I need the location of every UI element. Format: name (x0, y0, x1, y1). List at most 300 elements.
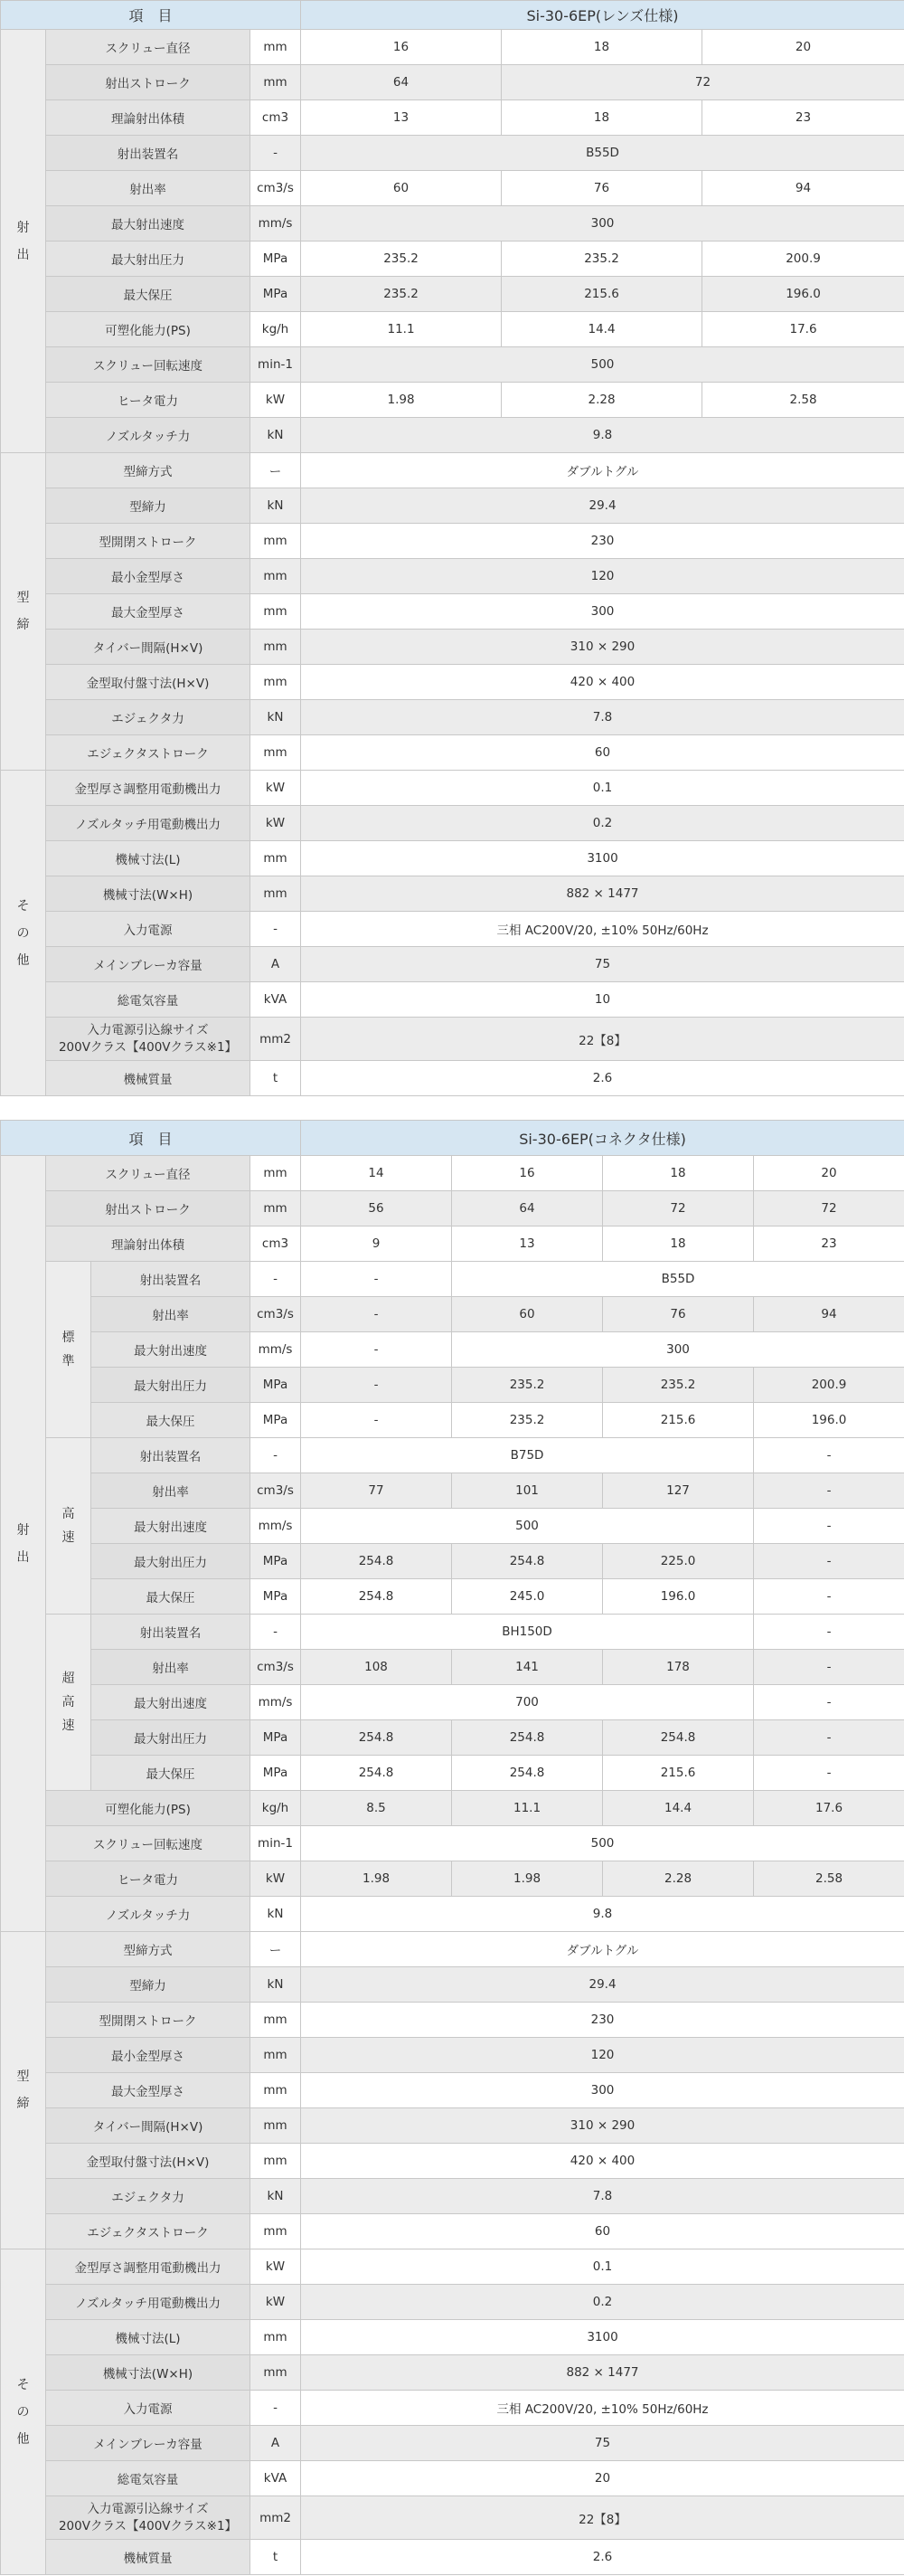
group-label-injection: 射出 (1, 1156, 46, 1932)
row-unit: - (250, 2391, 301, 2426)
row-unit: mm (250, 841, 301, 876)
row-unit: kN (250, 488, 301, 524)
row-unit: mm (250, 1191, 301, 1226)
row-value: 215.6 (502, 277, 702, 312)
row-value: 196.0 (754, 1403, 904, 1438)
row-label: 最大金型厚さ (46, 2073, 250, 2108)
row-label: 機械質量 (46, 2540, 250, 2575)
row-value: 235.2 (301, 277, 502, 312)
group-label-clamping: 型締 (1, 1932, 46, 2249)
row-unit: mm (250, 2073, 301, 2108)
row-unit: MPa (250, 1544, 301, 1579)
row-unit: min-1 (250, 347, 301, 383)
group-label-other: その他 (1, 771, 46, 1096)
row-unit: A (250, 2426, 301, 2461)
table-row (1, 1932, 904, 1967)
table-row (1, 665, 904, 700)
row-value: 9.8 (301, 1897, 904, 1932)
row-label: 最大射出圧力 (46, 242, 250, 277)
row-unit: mm (250, 65, 301, 100)
row-value: 三相 AC200V/20, ±10% 50Hz/60Hz (301, 912, 904, 947)
row-value: 60 (301, 735, 904, 771)
row-label: 金型取付盤寸法(H×V) (46, 665, 250, 700)
row-unit: kVA (250, 2461, 301, 2496)
header-item: 項 目 (1, 1121, 301, 1156)
row-unit: cm3 (250, 100, 301, 136)
table-row (1, 947, 904, 982)
row-label-line1: 入力電源引込線サイズ (87, 2501, 209, 2516)
row-unit: mm (250, 2038, 301, 2073)
row-label: 最大射出速度 (91, 1685, 250, 1720)
row-value: - (754, 1756, 904, 1791)
row-unit: mm2 (250, 2496, 301, 2540)
row-label: 最大射出圧力 (91, 1720, 250, 1756)
row-value: 10 (301, 982, 904, 1018)
table-row (1, 771, 904, 806)
row-value: 60 (301, 2214, 904, 2249)
row-unit: cm3/s (250, 1297, 301, 1332)
row-value: 三相 AC200V/20, ±10% 50Hz/60Hz (301, 2391, 904, 2426)
table-row (1, 2249, 904, 2285)
row-label: 最大射出圧力 (91, 1368, 250, 1403)
table-row (1, 1297, 904, 1332)
row-value: 230 (301, 524, 904, 559)
row-value: 60 (301, 171, 502, 206)
row-value: 20 (702, 30, 904, 65)
row-value: 2.58 (754, 1861, 904, 1897)
row-label: メインブレーカ容量 (46, 2426, 250, 2461)
row-unit: mm (250, 735, 301, 771)
row-value: 310 × 290 (301, 630, 904, 665)
table-row (1, 418, 904, 453)
row-value: 254.8 (452, 1720, 603, 1756)
row-value: 254.8 (301, 1544, 452, 1579)
table-row (1, 1226, 904, 1262)
row-unit: - (250, 1262, 301, 1297)
table-row (1, 594, 904, 630)
table-header-row (1, 1, 904, 30)
row-unit: A (250, 947, 301, 982)
table-row (1, 2144, 904, 2179)
row-label: 射出ストローク (46, 1191, 250, 1226)
row-value: - (754, 1544, 904, 1579)
row-unit: mm2 (250, 1018, 301, 1061)
row-unit: cm3/s (250, 171, 301, 206)
row-value: 254.8 (603, 1720, 754, 1756)
row-label-line1: 入力電源引込線サイズ (87, 1022, 209, 1037)
row-value: 94 (702, 171, 904, 206)
table-row (1, 735, 904, 771)
subgroup-label-standard: 標準 (46, 1262, 91, 1438)
row-label: 射出率 (91, 1650, 250, 1685)
row-value: 1.98 (301, 383, 502, 418)
row-label: エジェクタ力 (46, 2179, 250, 2214)
row-unit: MPa (250, 277, 301, 312)
row-unit: MPa (250, 1756, 301, 1791)
row-label: 型締方式 (46, 1932, 250, 1967)
group-label-clamping: 型締 (1, 453, 46, 771)
row-value: 120 (301, 2038, 904, 2073)
row-label: 最大保圧 (91, 1579, 250, 1615)
row-value: 16 (301, 30, 502, 65)
row-unit: kW (250, 383, 301, 418)
row-value: 1.98 (301, 1861, 452, 1897)
row-value: 196.0 (702, 277, 904, 312)
row-label: 最大射出速度 (46, 206, 250, 242)
row-label: 金型厚さ調整用電動機出力 (46, 771, 250, 806)
table-header-row (1, 1121, 904, 1156)
table-row (1, 2461, 904, 2496)
table-row (1, 136, 904, 171)
row-value: 235.2 (452, 1368, 603, 1403)
row-value: 18 (502, 30, 702, 65)
row-unit: mm (250, 2003, 301, 2038)
row-unit: mm/s (250, 1332, 301, 1368)
row-unit: t (250, 2540, 301, 2575)
row-value: 882 × 1477 (301, 2355, 904, 2391)
table-row (1, 559, 904, 594)
row-label: エジェクタ力 (46, 700, 250, 735)
table-row (1, 912, 904, 947)
row-label (46, 2496, 250, 2540)
row-value: 72 (502, 65, 904, 100)
row-value: 60 (452, 1297, 603, 1332)
row-unit: MPa (250, 1368, 301, 1403)
row-label: 射出装置名 (91, 1438, 250, 1473)
row-unit: mm (250, 2214, 301, 2249)
row-value: 72 (754, 1191, 904, 1226)
row-value: 178 (603, 1650, 754, 1685)
row-unit: min-1 (250, 1826, 301, 1861)
row-unit: mm (250, 665, 301, 700)
row-unit: mm (250, 30, 301, 65)
row-value: 500 (301, 1826, 904, 1861)
table-row (1, 700, 904, 735)
row-value: 11.1 (301, 312, 502, 347)
row-unit: MPa (250, 1403, 301, 1438)
row-label: 総電気容量 (46, 2461, 250, 2496)
row-value: 200.9 (702, 242, 904, 277)
row-label: 金型取付盤寸法(H×V) (46, 2144, 250, 2179)
row-value: 254.8 (452, 1544, 603, 1579)
row-value: 215.6 (603, 1403, 754, 1438)
row-value: B55D (301, 136, 904, 171)
row-value: 64 (301, 65, 502, 100)
row-value: 300 (301, 206, 904, 242)
row-value: 20 (301, 2461, 904, 2496)
row-unit: mm (250, 2108, 301, 2144)
table-row (1, 841, 904, 876)
row-value: 76 (603, 1297, 754, 1332)
group-label-other: その他 (1, 2249, 46, 2575)
row-label: 最大保圧 (91, 1756, 250, 1791)
table-row (1, 982, 904, 1018)
header-item: 項 目 (1, 1, 301, 30)
table-row (1, 383, 904, 418)
row-label: 型締力 (46, 1967, 250, 2003)
row-value: 235.2 (301, 242, 502, 277)
table-row (1, 1650, 904, 1685)
row-unit: kW (250, 806, 301, 841)
table-row (1, 876, 904, 912)
row-value: 18 (502, 100, 702, 136)
row-unit: mm (250, 2355, 301, 2391)
row-value: 0.2 (301, 2285, 904, 2320)
table-row (1, 1368, 904, 1403)
row-label-line2: 200Vクラス【400Vクラス※1】 (58, 2518, 238, 2533)
row-unit: kW (250, 2249, 301, 2285)
table-row (1, 488, 904, 524)
row-unit: MPa (250, 242, 301, 277)
group-label-injection: 射出 (1, 30, 46, 453)
row-value: - (754, 1579, 904, 1615)
row-value: 2.28 (502, 383, 702, 418)
row-value: 108 (301, 1650, 452, 1685)
row-label: 型開閉ストローク (46, 2003, 250, 2038)
row-value: 23 (702, 100, 904, 136)
table-row (1, 1897, 904, 1932)
table-row (1, 2038, 904, 2073)
row-label: 理論射出体積 (46, 100, 250, 136)
row-value: 300 (301, 2073, 904, 2108)
row-value: 75 (301, 2426, 904, 2461)
row-label: エジェクタストローク (46, 735, 250, 771)
row-label: 最小金型厚さ (46, 559, 250, 594)
row-value: - (301, 1297, 452, 1332)
table-row (1, 30, 904, 65)
row-label: 総電気容量 (46, 982, 250, 1018)
row-value: - (754, 1473, 904, 1509)
row-unit: mm (250, 2144, 301, 2179)
table-row (1, 65, 904, 100)
row-value: 3100 (301, 841, 904, 876)
row-unit: MPa (250, 1579, 301, 1615)
table-row (1, 1191, 904, 1226)
row-label: 可塑化能力(PS) (46, 312, 250, 347)
row-value: 254.8 (301, 1720, 452, 1756)
row-value: 1.98 (452, 1861, 603, 1897)
table-row (1, 630, 904, 665)
row-value: 254.8 (301, 1579, 452, 1615)
row-label-line2: 200Vクラス【400Vクラス※1】 (58, 1039, 238, 1055)
row-value: 235.2 (502, 242, 702, 277)
row-value: BH150D (301, 1615, 754, 1650)
row-value: 127 (603, 1473, 754, 1509)
row-label: 射出率 (46, 171, 250, 206)
row-label: 型締方式 (46, 453, 250, 488)
table-row (1, 312, 904, 347)
row-value: - (301, 1403, 452, 1438)
row-unit: mm (250, 876, 301, 912)
row-value: 235.2 (603, 1368, 754, 1403)
row-value: 56 (301, 1191, 452, 1226)
row-label: タイバー間隔(H×V) (46, 630, 250, 665)
row-label (46, 1018, 250, 1061)
row-unit: cm3 (250, 1226, 301, 1262)
table-row (1, 1473, 904, 1509)
row-label: 機械寸法(W×H) (46, 2355, 250, 2391)
row-label: 型締力 (46, 488, 250, 524)
row-value: - (754, 1685, 904, 1720)
table-row (1, 1438, 904, 1473)
row-value: 230 (301, 2003, 904, 2038)
row-value: 215.6 (603, 1756, 754, 1791)
row-unit: - (250, 1615, 301, 1650)
row-label: 射出ストローク (46, 65, 250, 100)
row-label: 機械寸法(L) (46, 2320, 250, 2355)
row-label: 機械質量 (46, 1061, 250, 1096)
row-unit: kW (250, 1861, 301, 1897)
row-value: 120 (301, 559, 904, 594)
table-row (1, 1579, 904, 1615)
table-row (1, 1826, 904, 1861)
row-value: 0.1 (301, 771, 904, 806)
row-value: 20 (754, 1156, 904, 1191)
row-value: 700 (301, 1685, 754, 1720)
row-value: 8.5 (301, 1791, 452, 1826)
table-row (1, 2214, 904, 2249)
row-unit: mm (250, 524, 301, 559)
row-unit: t (250, 1061, 301, 1096)
row-unit: ー (250, 1932, 301, 1967)
table-row (1, 2320, 904, 2355)
row-unit: - (250, 136, 301, 171)
row-value: 14.4 (603, 1791, 754, 1826)
row-value: B75D (301, 1438, 754, 1473)
row-unit: mm/s (250, 206, 301, 242)
row-value: - (301, 1332, 452, 1368)
row-unit: ー (250, 453, 301, 488)
row-value: 420 × 400 (301, 2144, 904, 2179)
row-value: 13 (301, 100, 502, 136)
row-value: 2.6 (301, 1061, 904, 1096)
row-unit: mm (250, 594, 301, 630)
row-label: ヒータ電力 (46, 383, 250, 418)
table-row (1, 2426, 904, 2461)
row-value: - (754, 1615, 904, 1650)
row-value: 882 × 1477 (301, 876, 904, 912)
row-label: 最大射出圧力 (91, 1544, 250, 1579)
row-label: 理論射出体積 (46, 1226, 250, 1262)
row-label: 金型厚さ調整用電動機出力 (46, 2249, 250, 2285)
row-label: ノズルタッチ力 (46, 1897, 250, 1932)
row-unit: kW (250, 2285, 301, 2320)
row-value: 420 × 400 (301, 665, 904, 700)
row-unit: kg/h (250, 1791, 301, 1826)
table-row (1, 2003, 904, 2038)
row-unit: mm (250, 630, 301, 665)
row-label: 最大保圧 (46, 277, 250, 312)
row-label: エジェクタストローク (46, 2214, 250, 2249)
row-label: 型開閉ストローク (46, 524, 250, 559)
row-label: 入力電源 (46, 912, 250, 947)
table-row (1, 242, 904, 277)
table-row (1, 2355, 904, 2391)
row-value: 2.58 (702, 383, 904, 418)
table-row (1, 453, 904, 488)
row-value: 300 (452, 1332, 904, 1368)
row-value: - (301, 1262, 452, 1297)
row-value: 22【8】 (301, 1018, 904, 1061)
row-value: 235.2 (452, 1403, 603, 1438)
row-value: 17.6 (754, 1791, 904, 1826)
table-row (1, 2285, 904, 2320)
table-row (1, 1756, 904, 1791)
row-value: 9.8 (301, 418, 904, 453)
row-label: スクリュー回転速度 (46, 347, 250, 383)
table-row (1, 1156, 904, 1191)
table-row (1, 1332, 904, 1368)
row-value: 76 (502, 171, 702, 206)
row-value: - (754, 1509, 904, 1544)
table-row (1, 806, 904, 841)
table-row (1, 2540, 904, 2575)
row-unit: cm3/s (250, 1650, 301, 1685)
row-value: - (754, 1720, 904, 1756)
row-unit: mm (250, 2320, 301, 2355)
table-row (1, 1509, 904, 1544)
table-row (1, 1061, 904, 1096)
row-label: ノズルタッチ用電動機出力 (46, 2285, 250, 2320)
table-row (1, 1861, 904, 1897)
table-row (1, 1720, 904, 1756)
row-value: ダブルトグル (301, 1932, 904, 1967)
row-unit: kN (250, 418, 301, 453)
subgroup-label-high-speed: 高速 (46, 1438, 91, 1615)
row-label: 最大保圧 (91, 1403, 250, 1438)
row-value: 22【8】 (301, 2496, 904, 2540)
row-label: スクリュー直径 (46, 30, 250, 65)
row-label: 機械寸法(W×H) (46, 876, 250, 912)
row-value: 200.9 (754, 1368, 904, 1403)
row-unit: mm (250, 559, 301, 594)
row-label: 最大射出速度 (91, 1509, 250, 1544)
header-model: Si-30-6EP(コネクタ仕様) (301, 1121, 904, 1156)
row-value: - (301, 1368, 452, 1403)
table-row (1, 2179, 904, 2214)
row-value: 310 × 290 (301, 2108, 904, 2144)
spec-table-lens (0, 0, 904, 1096)
row-value: 2.6 (301, 2540, 904, 2575)
row-label: スクリュー直径 (46, 1156, 250, 1191)
spec-table-connector (0, 1120, 904, 2575)
row-value: 14 (301, 1156, 452, 1191)
header-model: Si-30-6EP(レンズ仕様) (301, 1, 904, 30)
row-value: 141 (452, 1650, 603, 1685)
row-value: ダブルトグル (301, 453, 904, 488)
table-row (1, 2073, 904, 2108)
row-label: 射出率 (91, 1297, 250, 1332)
row-value: 16 (452, 1156, 603, 1191)
table-row (1, 1615, 904, 1650)
row-value: 14.4 (502, 312, 702, 347)
row-label: 射出装置名 (46, 136, 250, 171)
row-value: 101 (452, 1473, 603, 1509)
row-label: ノズルタッチ用電動機出力 (46, 806, 250, 841)
row-value: 7.8 (301, 700, 904, 735)
table-row (1, 347, 904, 383)
row-value: 0.1 (301, 2249, 904, 2285)
row-unit: cm3/s (250, 1473, 301, 1509)
row-unit: kg/h (250, 312, 301, 347)
row-value: - (754, 1438, 904, 1473)
row-label: 射出装置名 (91, 1262, 250, 1297)
row-value: 17.6 (702, 312, 904, 347)
row-unit: kN (250, 1967, 301, 2003)
row-unit: mm (250, 1156, 301, 1191)
row-value: 64 (452, 1191, 603, 1226)
row-value: 3100 (301, 2320, 904, 2355)
